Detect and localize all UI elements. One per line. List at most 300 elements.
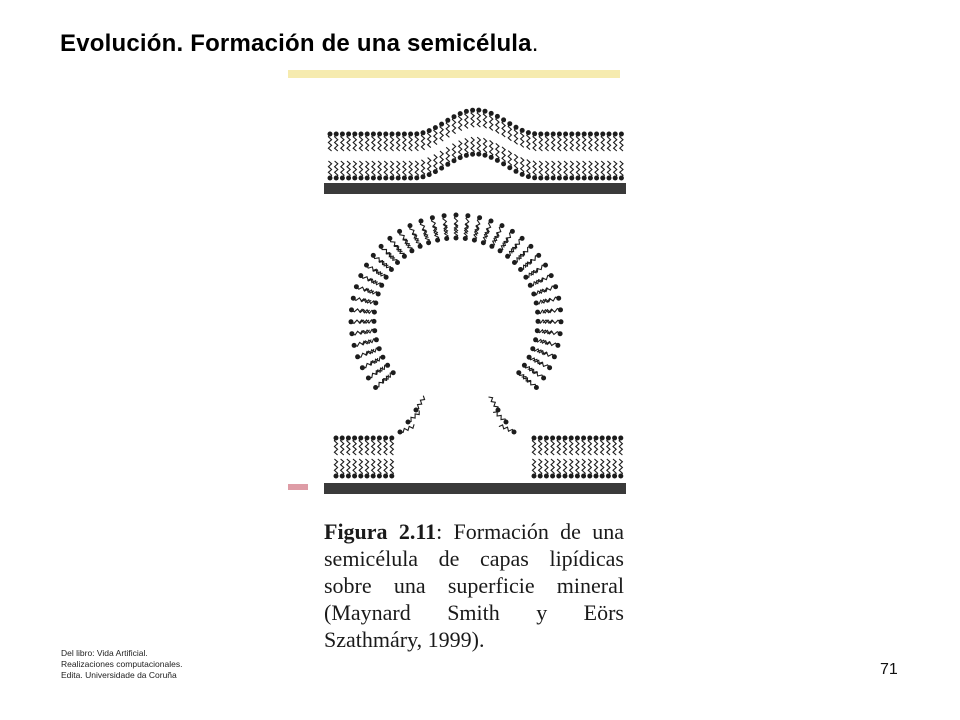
lipid-head <box>538 132 543 137</box>
lipid-head <box>501 117 506 122</box>
lipid-tail <box>397 161 400 178</box>
lipid-head <box>481 240 486 245</box>
lipid-tail <box>347 161 350 178</box>
lipid-head <box>527 355 532 360</box>
lipid-head <box>536 253 541 258</box>
lipid-head <box>575 436 580 441</box>
lipid-tail <box>583 134 586 151</box>
lipid-head <box>569 176 574 181</box>
lipid-head <box>427 172 432 177</box>
lipid-tail <box>620 161 623 178</box>
lipid-tail <box>365 438 368 455</box>
lipid-head <box>582 132 587 137</box>
lipid-head <box>600 436 605 441</box>
lipid-tail <box>576 459 579 476</box>
lipid-head <box>530 346 535 351</box>
lipid-head <box>372 310 377 315</box>
lipid-head <box>359 176 364 181</box>
lipid-tail <box>347 134 350 151</box>
lipid-head <box>532 131 537 136</box>
lipid-tail <box>551 438 554 455</box>
lipid-head <box>389 436 394 441</box>
lipid-head <box>352 474 357 479</box>
lipid-head <box>408 176 413 181</box>
lipid-head <box>588 132 593 137</box>
lipid-tail <box>434 128 437 145</box>
lipid-tail <box>594 459 597 476</box>
lipid-head <box>618 474 623 479</box>
lipid-head <box>558 307 563 312</box>
lipid-head <box>371 436 376 441</box>
lipid-tail <box>341 459 344 476</box>
lipid-head <box>612 436 617 441</box>
lipid-head <box>397 229 402 234</box>
lipid-head <box>346 436 351 441</box>
lipid-tail <box>421 133 424 150</box>
lipid-head <box>395 260 400 265</box>
lipid-tail <box>502 147 505 164</box>
lipid-head <box>419 219 424 224</box>
lipid-tail <box>552 161 555 178</box>
lipid-head <box>544 474 549 479</box>
lipid-head <box>389 474 394 479</box>
lipid-tail <box>607 134 610 151</box>
lipid-head <box>532 474 537 479</box>
lipid-head <box>569 132 574 137</box>
lipid-head <box>458 155 463 160</box>
lipid-head <box>352 132 357 137</box>
lipid-tail <box>539 459 542 476</box>
lipid-head <box>545 132 550 137</box>
lipid-head <box>607 132 612 137</box>
lipid-head <box>365 436 370 441</box>
lipid-tail <box>545 459 548 476</box>
lipid-head <box>445 162 450 167</box>
lipid-head <box>526 130 531 135</box>
lipid-head <box>512 430 517 435</box>
lipid-head <box>556 296 561 301</box>
lipid-tail <box>446 147 449 164</box>
lipid-head <box>594 436 599 441</box>
lipid-head <box>606 436 611 441</box>
slide-title-text: Evolución. Formación de una semicélula <box>60 30 532 57</box>
lipid-semicell-omega <box>334 213 624 479</box>
lipid-tail <box>607 438 610 455</box>
lipid-tail <box>619 438 622 455</box>
lipid-head <box>421 174 426 179</box>
lipid-head <box>383 474 388 479</box>
lipid-head <box>364 263 369 268</box>
lipid-tail <box>372 161 375 178</box>
lipid-head <box>406 420 411 425</box>
lipid-head <box>535 328 540 333</box>
lipid-head <box>533 337 538 342</box>
lipid-head <box>576 176 581 181</box>
lipid-head <box>391 370 396 375</box>
lipid-head <box>358 436 363 441</box>
figure-caption-text: : Formación de una semicélula de capas lipídicas sobre una superficie mineral (Maynard Smith y Eörs Szathmáry, 1999). <box>324 519 624 652</box>
lipid-head <box>377 474 382 479</box>
lipid-head <box>551 132 556 137</box>
lipid-tail <box>508 124 511 141</box>
lipid-head <box>352 436 357 441</box>
lipid-head <box>552 354 557 359</box>
lipid-head <box>398 430 403 435</box>
lipid-tail <box>527 160 530 177</box>
lipid-head <box>379 283 384 288</box>
lipid-tail <box>594 438 597 455</box>
lipid-head <box>495 158 500 163</box>
lipid-head <box>563 176 568 181</box>
lipid-tail <box>614 134 617 151</box>
lipid-tail <box>471 110 474 127</box>
lipid-head <box>444 236 449 241</box>
lipid-head <box>523 275 528 280</box>
lipid-tail <box>619 459 622 476</box>
lipid-head <box>354 284 359 289</box>
lipid-head <box>334 436 339 441</box>
lipid-tail <box>607 161 610 178</box>
scan-top-tint <box>288 70 620 78</box>
lipid-head <box>328 132 333 137</box>
lipid-head <box>435 238 440 243</box>
lipid-head <box>613 132 618 137</box>
lipid-head <box>414 408 419 413</box>
lipid-head <box>349 331 354 336</box>
lipid-tail <box>384 161 387 178</box>
lipid-head <box>396 176 401 181</box>
lipid-head <box>371 132 376 137</box>
lipid-tail <box>521 130 524 147</box>
lipid-head <box>340 132 345 137</box>
lipid-head <box>505 254 510 259</box>
lipid-head <box>402 176 407 181</box>
lipid-head <box>373 385 378 390</box>
lipid-tail <box>353 438 356 455</box>
lipid-head <box>535 310 540 315</box>
lipid-head <box>531 292 536 297</box>
lipid-head <box>383 132 388 137</box>
lipid-head <box>483 153 488 158</box>
lipid-head <box>402 132 407 137</box>
lipid-head <box>352 343 357 348</box>
lipid-tail <box>521 157 524 174</box>
lipid-tail <box>570 134 573 151</box>
lipid-tail <box>415 134 418 151</box>
lipid-head <box>414 175 419 180</box>
lipid-tail <box>335 134 338 151</box>
lipid-tail <box>465 138 468 155</box>
lipid-tail <box>532 438 535 455</box>
lipid-head <box>489 155 494 160</box>
lipid-tail <box>545 161 548 178</box>
lipid-head <box>365 474 370 479</box>
lipid-head <box>454 236 459 241</box>
lipid-head <box>569 474 574 479</box>
lipid-head <box>402 254 407 259</box>
lipid-head <box>371 176 376 181</box>
lipid-tail <box>552 134 555 151</box>
lipid-head <box>550 474 555 479</box>
lipid-tail <box>353 459 356 476</box>
lipid-head <box>607 176 612 181</box>
lipid-tail <box>390 161 393 178</box>
lipid-head <box>445 118 450 123</box>
lipid-tail <box>576 134 579 151</box>
lipid-tail <box>378 459 381 476</box>
lipid-tail <box>576 438 579 455</box>
lipid-tail <box>341 161 344 178</box>
lipid-head <box>414 131 419 136</box>
lipid-tail <box>378 161 381 178</box>
lipid-head <box>380 355 385 360</box>
lipid-tail <box>403 134 406 151</box>
lipid-head <box>376 292 381 297</box>
lipid-head <box>439 166 444 171</box>
lipid-tail <box>539 134 542 151</box>
lipid-head <box>489 244 494 249</box>
lipid-head <box>390 176 395 181</box>
lipid-head <box>504 420 509 425</box>
lipid-tail <box>601 438 604 455</box>
lipid-tail <box>570 161 573 178</box>
lipid-head <box>612 474 617 479</box>
lipid-tail <box>341 438 344 455</box>
lipid-head <box>472 238 477 243</box>
lipid-head <box>464 109 469 114</box>
lipid-head <box>575 474 580 479</box>
lipid-bilayer-top <box>328 108 624 181</box>
page-number: 71 <box>880 661 898 678</box>
lipid-tail <box>390 459 393 476</box>
lipid-head <box>346 474 351 479</box>
lipid-head <box>613 176 618 181</box>
scan-edge-mark <box>288 484 308 490</box>
lipid-head <box>408 132 413 137</box>
lipid-head <box>476 108 481 113</box>
lipid-head <box>360 365 365 370</box>
lipid-tail <box>583 161 586 178</box>
lipid-head <box>558 331 563 336</box>
lipid-head <box>507 121 512 126</box>
lipid-head <box>594 474 599 479</box>
lipid-head <box>418 244 423 249</box>
lipid-head <box>534 385 539 390</box>
lipid-head <box>541 376 546 381</box>
lipid-head <box>516 370 521 375</box>
lipid-tail <box>533 161 536 178</box>
lipid-head <box>553 284 558 289</box>
lipid-tail <box>557 459 560 476</box>
lipid-head <box>600 474 605 479</box>
lipid-head <box>372 328 377 333</box>
lipid-head <box>454 213 459 218</box>
lipid-head <box>594 176 599 181</box>
lipid-tail <box>514 154 517 171</box>
lipid-head <box>365 132 370 137</box>
lipid-head <box>390 132 395 137</box>
lipid-tail <box>328 134 331 151</box>
lipid-head <box>374 337 379 342</box>
lipid-head <box>501 161 506 166</box>
lipid-head <box>373 301 378 306</box>
lipid-tail <box>576 161 579 178</box>
lipid-head <box>582 176 587 181</box>
lipid-tail <box>589 134 592 151</box>
lipid-head <box>545 176 550 181</box>
lipid-head <box>426 240 431 245</box>
lipid-head <box>384 275 389 280</box>
lipid-head <box>619 132 624 137</box>
lipid-tail <box>499 425 514 432</box>
lipid-head <box>433 125 438 130</box>
lipid-head <box>452 158 457 163</box>
lipid-tail <box>613 438 616 455</box>
lipid-tail <box>403 161 406 178</box>
lipid-tail <box>390 438 393 455</box>
lipid-head <box>600 176 605 181</box>
lipid-head <box>430 215 435 220</box>
lipid-head <box>377 436 382 441</box>
lipid-tail <box>564 161 567 178</box>
lipid-tail <box>347 459 350 476</box>
lipid-head <box>588 176 593 181</box>
lipid-head <box>510 229 515 234</box>
lipid-head <box>463 236 468 241</box>
lipid-tail <box>551 459 554 476</box>
source-note <box>61 648 182 681</box>
lipid-head <box>358 474 363 479</box>
lipid-tail <box>421 160 424 177</box>
lipid-head <box>544 436 549 441</box>
lipid-head <box>538 474 543 479</box>
lipid-tail <box>483 111 486 128</box>
lipid-head <box>377 132 382 137</box>
lipid-tail <box>595 161 598 178</box>
lipid-head <box>385 363 390 368</box>
lipid-head <box>500 223 505 228</box>
lipid-tail <box>334 459 337 476</box>
lipid-head <box>514 169 519 174</box>
lipid-head <box>483 109 488 114</box>
lipid-tail <box>477 110 480 127</box>
lipid-head <box>328 176 333 181</box>
lipid-head <box>358 273 363 278</box>
lipid-tail <box>558 161 561 178</box>
lipid-head <box>619 176 624 181</box>
lipid-head <box>563 474 568 479</box>
lipid-tail <box>434 155 437 172</box>
mineral-surface-top <box>324 183 626 194</box>
lipid-tail <box>390 134 393 151</box>
lipid-tail <box>384 438 387 455</box>
lipid-tail <box>465 111 468 128</box>
lipid-tail <box>409 161 412 178</box>
lipid-tail <box>440 151 443 168</box>
lipid-tail <box>409 134 412 151</box>
figure-label: Figura 2.11 <box>324 519 437 544</box>
lipid-head <box>371 253 376 258</box>
lipid-tail <box>545 134 548 151</box>
lipid-tail <box>508 151 511 168</box>
lipid-head <box>371 474 376 479</box>
lipid-head <box>518 267 523 272</box>
slide-title <box>60 30 539 58</box>
lipid-head <box>408 223 413 228</box>
lipid-tail <box>620 134 623 151</box>
lipid-head <box>346 176 351 181</box>
lipid-head <box>576 132 581 137</box>
lipid-head <box>543 263 548 268</box>
lipid-tail <box>328 161 331 178</box>
slide-title-dot: . <box>531 30 539 57</box>
lipid-tail <box>459 114 462 131</box>
lipid-head <box>538 176 543 181</box>
lipid-head <box>559 319 564 324</box>
figure-caption <box>324 518 624 653</box>
lipid-head <box>389 267 394 272</box>
lipid-tail <box>416 396 425 410</box>
lipid-tail <box>440 124 443 141</box>
lipid-tail <box>459 141 462 158</box>
lipid-head <box>520 128 525 133</box>
lipid-head <box>340 176 345 181</box>
lipid-head <box>442 213 447 218</box>
lipid-tail <box>601 459 604 476</box>
lipid-head <box>334 132 339 137</box>
lipid-head <box>349 319 354 324</box>
lipid-tail <box>563 459 566 476</box>
lipid-head <box>340 436 345 441</box>
lipid-head <box>563 436 568 441</box>
lipid-tail <box>452 117 455 134</box>
lipid-head <box>532 436 537 441</box>
lipid-tail <box>446 120 449 137</box>
lipid-head <box>556 474 561 479</box>
figure-scan <box>288 70 660 660</box>
lipid-tail <box>378 134 381 151</box>
lipid-tail <box>428 131 431 148</box>
lipid-head <box>340 474 345 479</box>
lipid-head <box>557 132 562 137</box>
lipid-tail <box>365 459 368 476</box>
lipid-head <box>536 319 541 324</box>
lipid-head <box>489 111 494 116</box>
lipid-tail <box>334 438 337 455</box>
lipid-head <box>550 436 555 441</box>
lipid-tail <box>452 144 455 161</box>
lipid-head <box>549 273 554 278</box>
lipid-tail <box>545 438 548 455</box>
lipid-tail <box>428 158 431 175</box>
lipid-head <box>465 213 470 218</box>
lipid-tail <box>384 459 387 476</box>
lipid-head <box>532 175 537 180</box>
lipid-head <box>409 248 414 253</box>
lipid-tail <box>353 134 356 151</box>
lipid-tail <box>514 127 517 144</box>
lipid-head <box>470 152 475 157</box>
lipid-tail <box>347 438 350 455</box>
lipid-tail <box>588 438 591 455</box>
lipid-tail <box>532 459 535 476</box>
lipid-tail <box>589 161 592 178</box>
lipid-head <box>569 436 574 441</box>
lipid-head <box>557 176 562 181</box>
lipid-head <box>377 346 382 351</box>
lipid-tail <box>539 161 542 178</box>
lipid-tail <box>359 134 362 151</box>
